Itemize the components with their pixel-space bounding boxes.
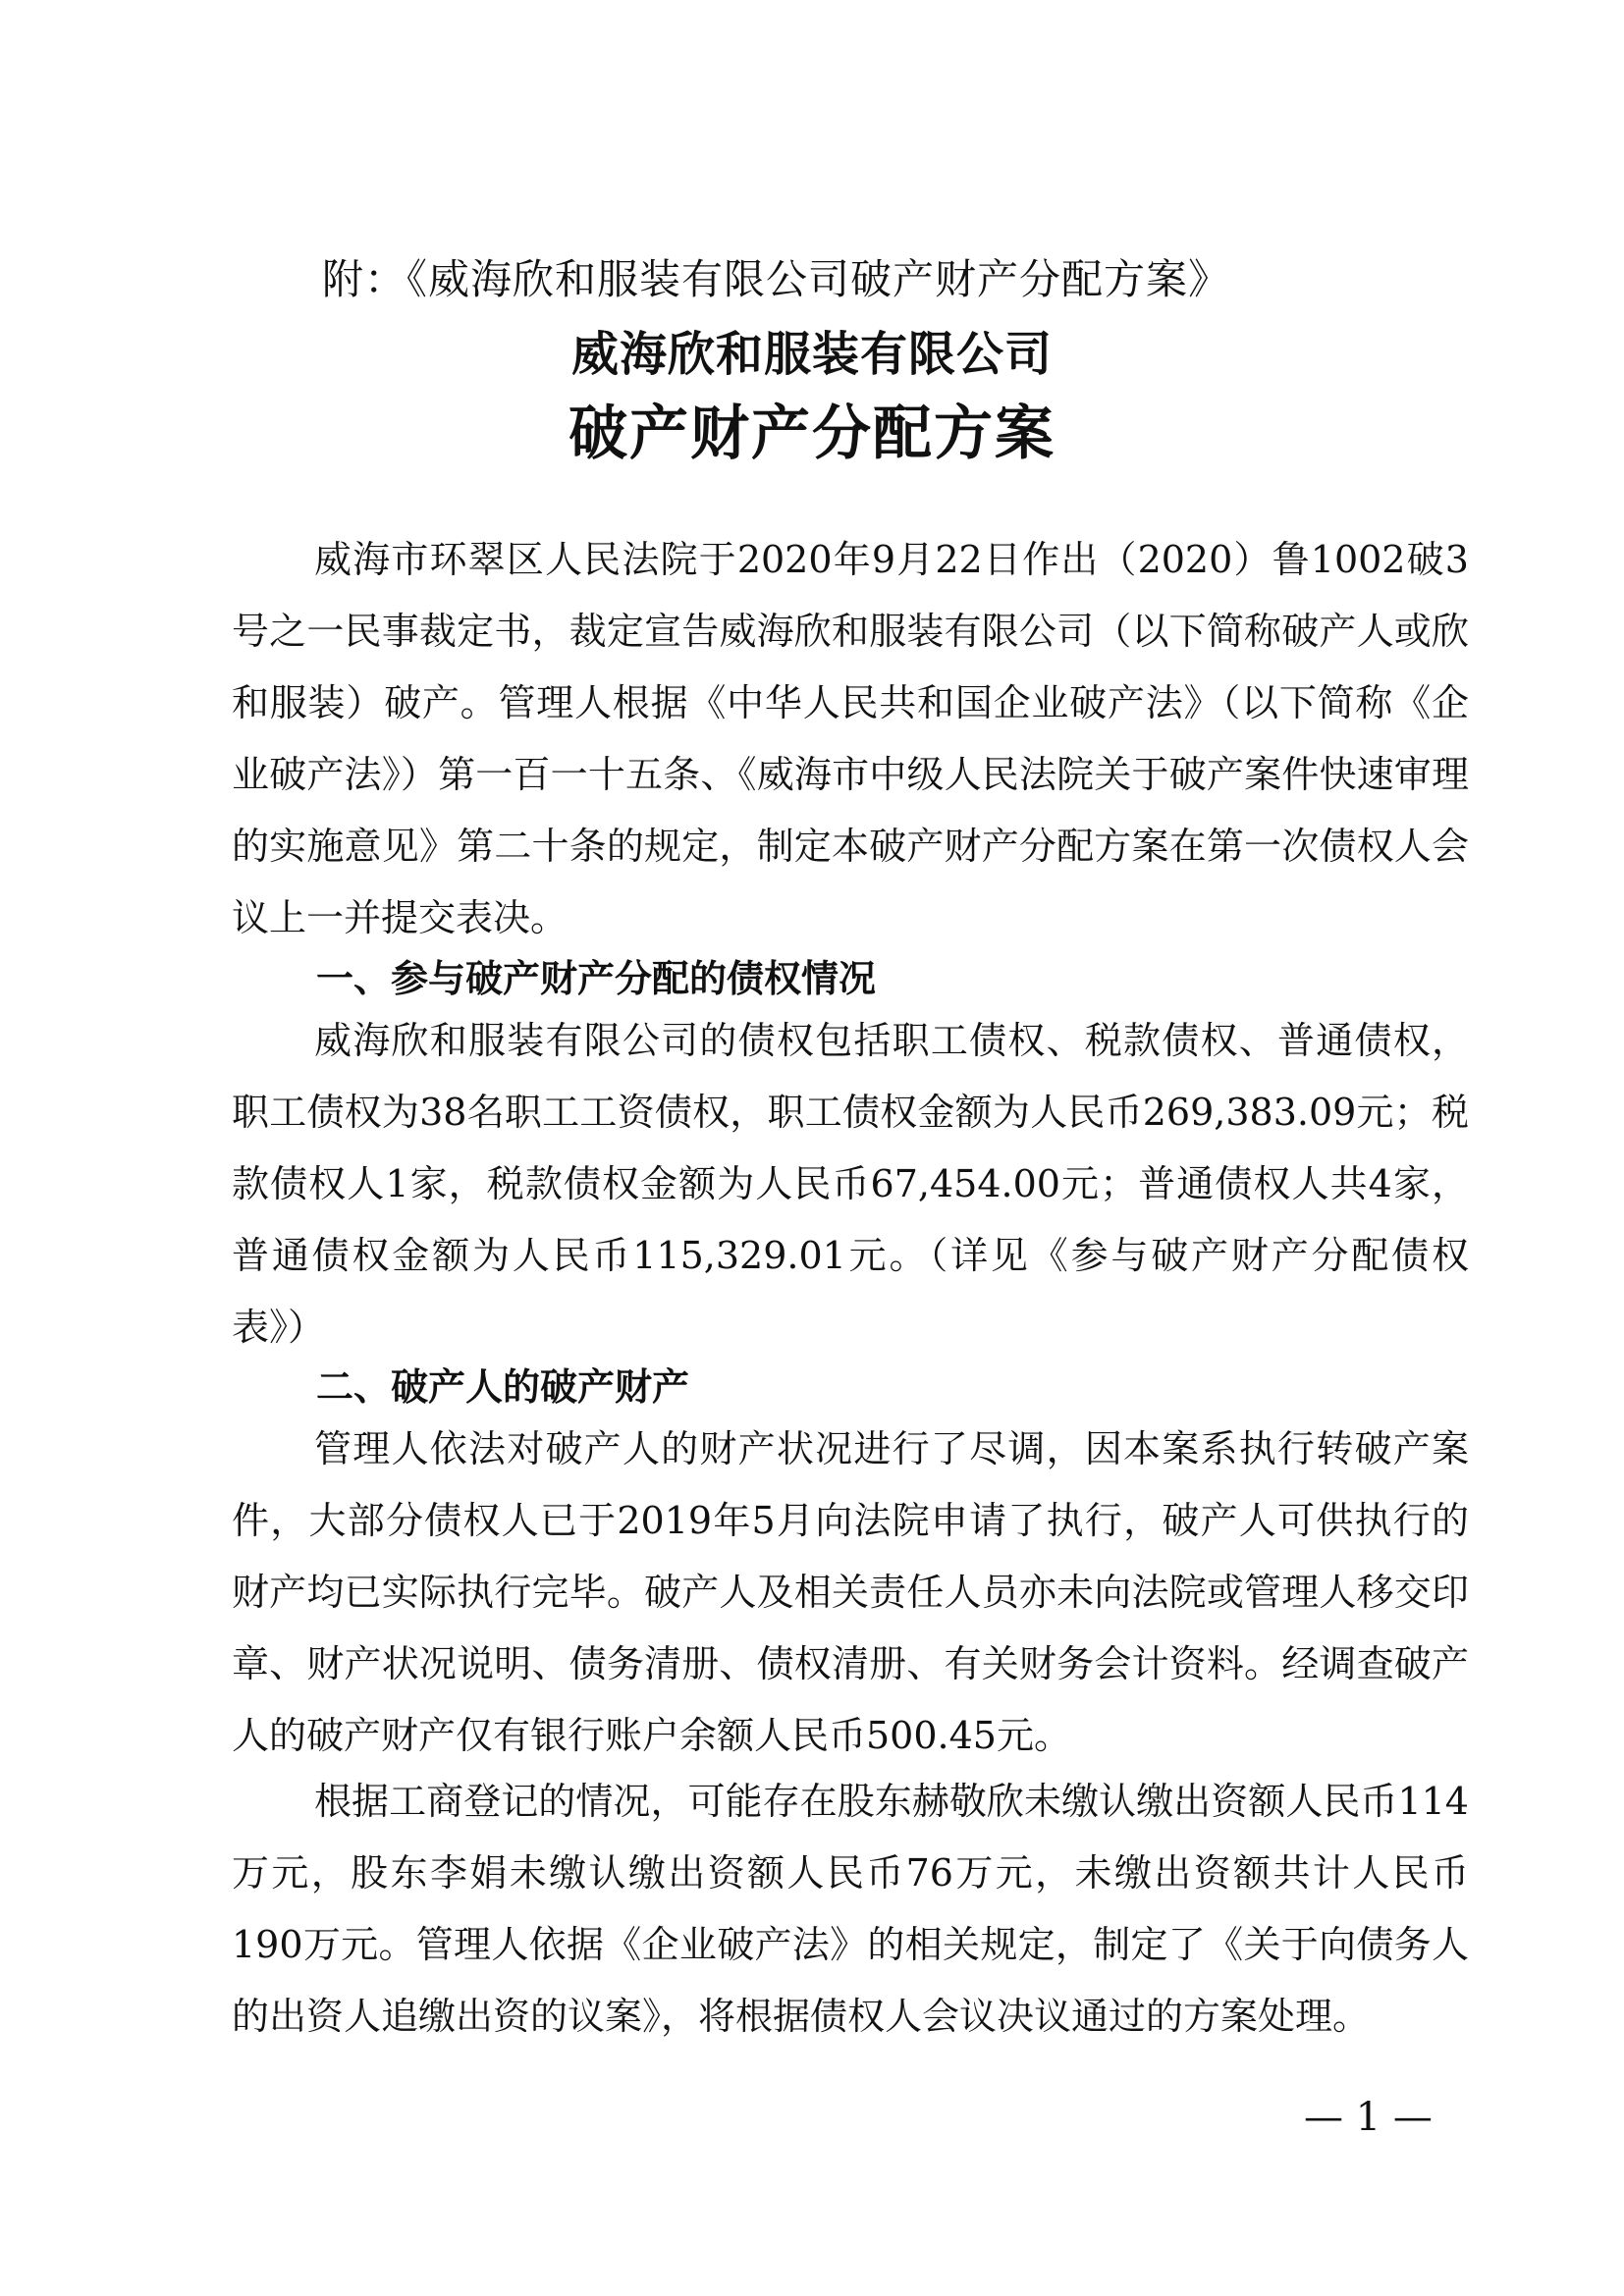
attachment-line: 附：《威海欣和服装有限公司破产财产分配方案》 bbox=[322, 255, 1231, 303]
section-heading-assets: 二、破产人的破产财产 bbox=[316, 1365, 690, 1409]
creditors-paragraph: 威海欣和服装有限公司的债权包括职工债权、税款债权、普通债权，职工债权为38名职工工资债权，职工债权金额为人民币269,383.09元；税款债权人1家，税款债权金额为人民币67,454.00元；普通债权人共4家，普通债权金额为人民币115,329.01元。（详见《参与破产财产分配债权表》） bbox=[232, 1019, 1469, 1349]
assets-paragraph: 管理人依法对破产人的财产状况进行了尽调，因本案系执行转破产案件，大部分债权人已于2019年5月向法院申请了执行，破产人可供执行的财产均已实际执行完毕。破产人及相关责任人员亦未向法院或管理人移交印章、财产状况说明、债务清册、债权清册、有关财务会计资料。经调查破产人的破产财产仅有银行账户余额人民币500.45元。 bbox=[232, 1427, 1469, 1757]
page-number: — 1 — bbox=[1304, 2095, 1433, 2140]
document-title-plan: 破产财产分配方案 bbox=[568, 400, 1056, 468]
intro-paragraph: 威海市环翠区人民法院于2020年9月22日作出（2020）鲁1002破3号之一民事裁定书，裁定宣告威海欣和服装有限公司（以下简称破产人或欣和服装）破产。管理人根据《中华人民共和国企业破产法》（以下简称《企业破产法》）第一百一十五条、《威海市中级人民法院关于破产案件快速审理的实施意见》第二十条的规定，制定本破产财产分配方案在第一次债权人会议上一并提交表决。 bbox=[232, 538, 1469, 939]
document-title-company: 威海欣和服装有限公司 bbox=[570, 327, 1053, 382]
capital-paragraph: 根据工商登记的情况，可能存在股东赫敬欣未缴认缴出资额人民币114万元，股东李娟未缴认缴出资额人民币76万元，未缴出资额共计人民币190万元。管理人依据《企业破产法》的相关规定，制定了《关于向债务人的出资人追缴出资的议案》，将根据债权人会议决议通过的方案处理。 bbox=[232, 1780, 1469, 2038]
section-heading-creditors: 一、参与破产财产分配的债权情况 bbox=[316, 957, 877, 1000]
